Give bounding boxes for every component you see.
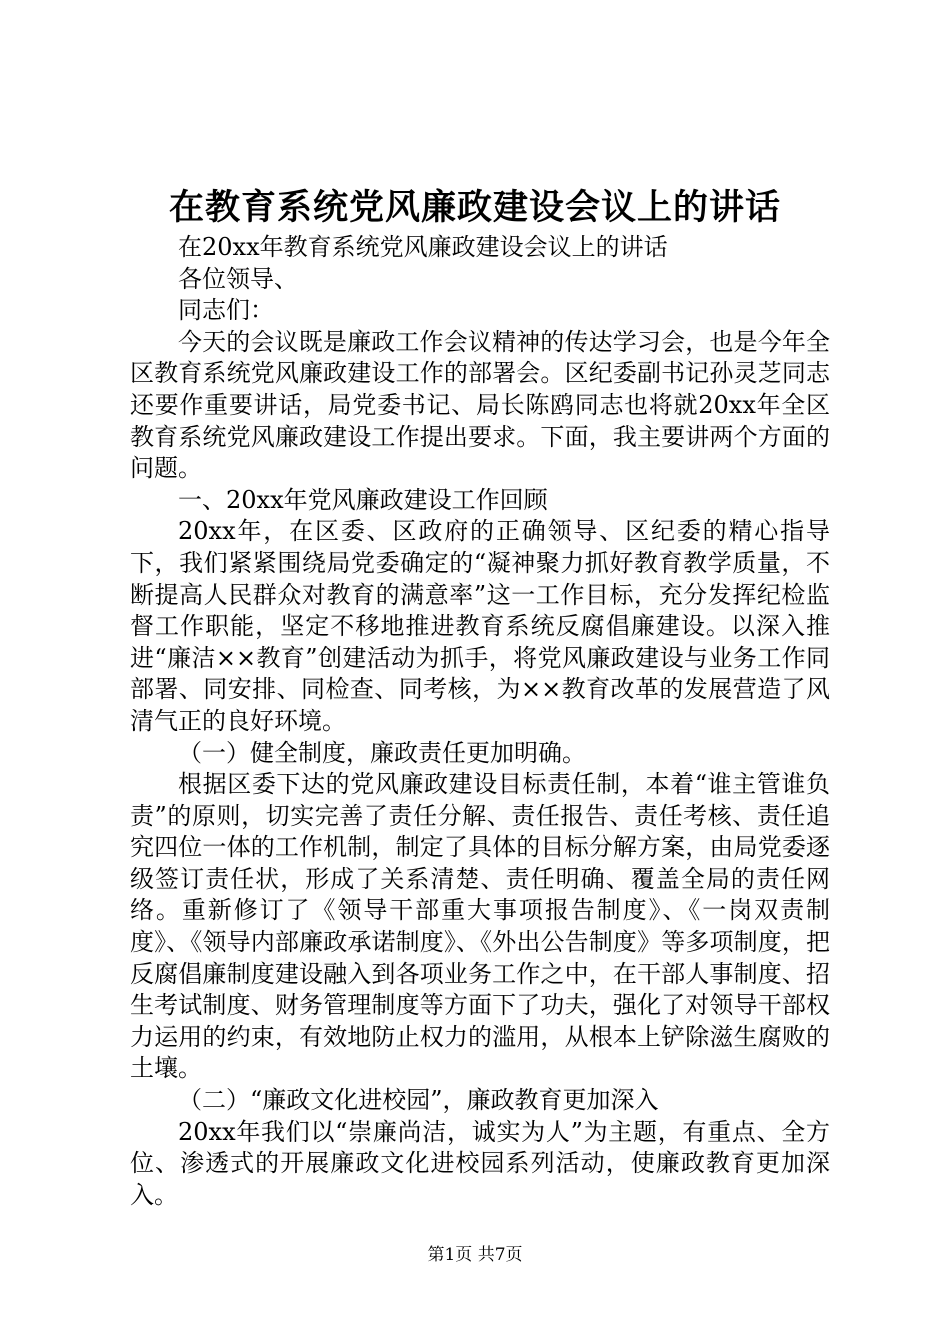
paragraph-subtitle: 在20xx年教育系统党风廉政建设会议上的讲话 [178, 233, 668, 261]
document-title: 在教育系统党风廉政建设会议上的讲话 [168, 187, 781, 228]
paragraph-culture: 20xx年我们以“崇廉尚洁，诚实为人”为主题，有重点、全方位、渗透式的开展廉政文化进校园系列活动，使廉政教育更加深入。 [130, 1117, 830, 1209]
section-heading-review: 一、20xx年党风廉政建设工作回顾 [178, 485, 548, 514]
paragraph-review: 20xx年，在区委、区政府的正确领导、区纪委的精心指导下，我们紧紧围绕局党委确定的“凝神聚力抓好教育教学质量，不断提高人民群众对教育的满意率”这一工作目标，充分发挥纪检监督工作职能，坚定不移地推进教育系统反腐倡廉建设。以深入推进“廉洁××教育”创建活动为抓手，将党风廉政建设与业务工作同部署、同安排、同检查、同考核，为××教育改革的发展营造了风清气正的良好环境。 [130, 517, 830, 735]
paragraph-system: 根据区委下达的党风廉政建设目标责任制，本着“谁主管谁负责”的原则，切实完善了责任分解、责任报告、责任考核、责任追究四位一体的工作机制，制定了具体的目标分解方案，由局党委逐级签订责任状，形成了关系清楚、责任明确、覆盖全局的责任网络。重新修订了《领导干部重大事项报告制度》、《一岗双责制度》、《领导内部廉政承诺制度》、《外出公告制度》等多项制度，把反腐倡廉制度建设融入到各项业务工作之中，在干部人事制度、招生考试制度、财务管理制度等方面下了功夫，强化了对领导干部权力运用的约束，有效地防止权力的滥用，从根本上铲除滋生腐败的土壤。 [130, 770, 830, 1083]
subsection-heading-system: （一）健全制度，廉政责任更加明确。 [178, 738, 586, 767]
paragraph-salutation-comrades: 同志们： [178, 296, 274, 325]
paragraph-intro: 今天的会议既是廉政工作会议精神的传达学习会，也是今年全区教育系统党风廉政建设工作的部署会。区纪委副书记孙灵芝同志还要作重要讲话，局党委书记、局长陈鸥同志也将就20xx年全区教育系统党风廉政建设工作提出要求。下面，我主要讲两个方面的问题。 [130, 327, 830, 483]
paragraph-salutation-leaders: 各位领导、 [178, 264, 298, 293]
document-body [130, 232, 830, 1211]
subsection-heading-culture: （二）“廉政文化进校园”，廉政教育更加深入 [178, 1086, 659, 1115]
page-indicator: 第1页 共7页 [427, 1245, 523, 1265]
